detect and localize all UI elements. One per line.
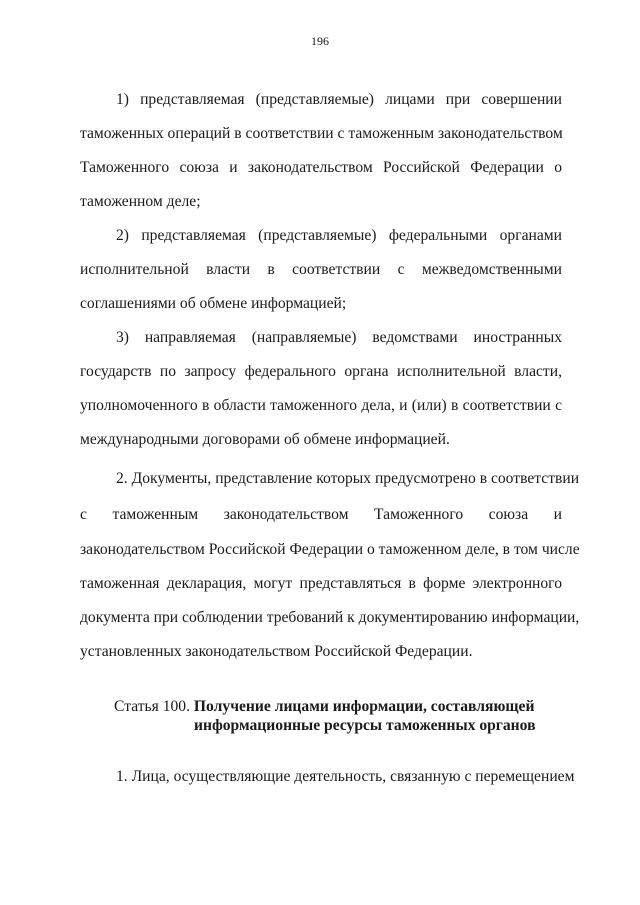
text-line: установленных законодательством Российской Федерации. — [80, 643, 473, 660]
text-line: соглашениями об обмене информацией; — [80, 295, 347, 312]
text-line: таможенных операций в соответствии с таможенным законодательством — [80, 125, 563, 142]
article-heading — [114, 697, 534, 716]
text-line: государств по запросу федерального органа исполнительной власти, — [80, 363, 562, 380]
text-line: 2. Документы, представление которых предусмотрено в соответствии — [116, 470, 580, 487]
text-line: исполнительной власти в соответствии с межведомственными — [80, 261, 562, 278]
text-line: таможенная декларация, могут представляться в форме электронного — [80, 575, 562, 592]
text-line: 1) представляемая (представляемые) лицами при совершении — [116, 91, 562, 108]
article-title-line1: Получение лицами информации, составляющей — [193, 698, 535, 715]
text-line: с таможенным законодательством Таможенного союза и — [80, 506, 562, 523]
text-line: уполномоченного в области таможенного дела, и (или) в соответствии с — [80, 397, 562, 414]
text-line: 1. Лица, осуществляющие деятельность, связанную с перемещением — [116, 768, 575, 785]
text-line: документа при соблюдении требований к документированию информации, — [80, 609, 580, 626]
text-line: законодательством Российской Федерации о таможенном деле, в том числе — [80, 541, 580, 558]
text-line: Таможенного союза и законодательством Российской Федерации о — [80, 159, 562, 176]
text-line: 3) направляемая (направляемые) ведомствами иностранных — [116, 329, 562, 346]
text-line: 2) представляемая (представляемые) федеральными органами — [116, 227, 562, 244]
text-line: международными договорами об обмене информацией. — [80, 431, 450, 448]
article-title-line2: информационные ресурсы таможенных органов — [194, 717, 536, 734]
article-label: Статья 100. — [114, 698, 191, 715]
text-line: таможенном деле; — [80, 193, 201, 210]
page-number: 196 — [311, 34, 329, 48]
